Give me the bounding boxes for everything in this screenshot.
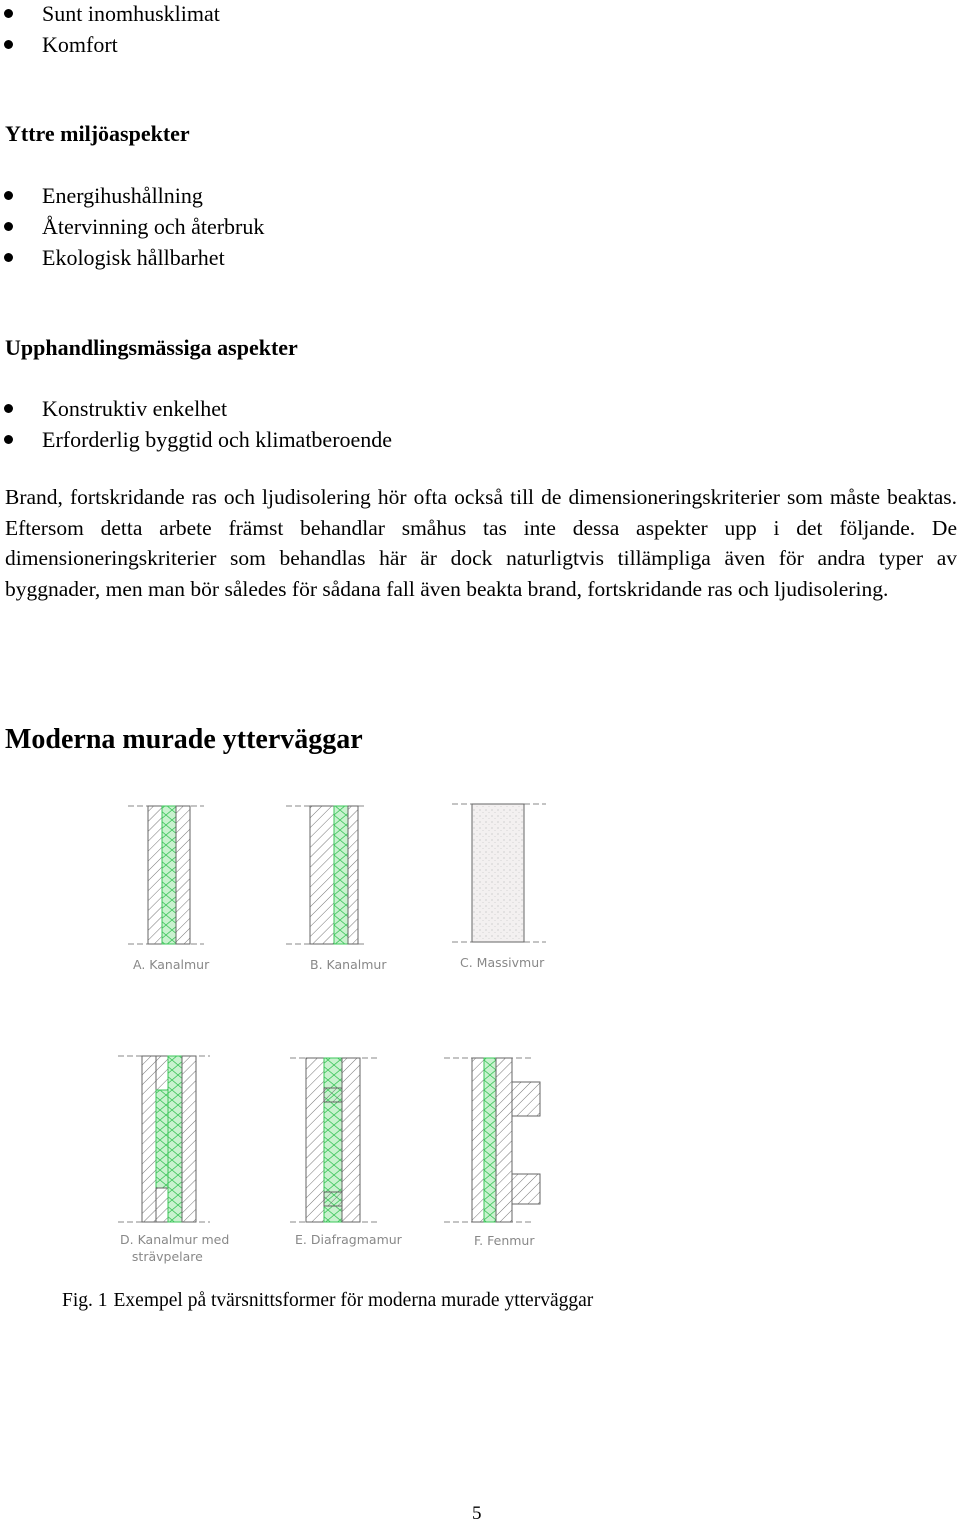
wall-a-kanalmur [128, 806, 204, 944]
figure-label-a: A. Kanalmur [133, 957, 210, 972]
caption-text: Exempel på tvärsnittsformer för moderna murade ytterväggar [113, 1290, 594, 1311]
bullet-icon [4, 435, 13, 444]
body-paragraph: Brand, fortskridande ras och ljudisolering hör ofta också till de dimensioneringskriterier som måste beaktas. Eftersom detta arbete främst behandlar småhus tas inte dessa aspekter upp i det följande. De dimensioneringskriterier som behandlas här är dock naturligtvis tillämpliga även för andra typer av byggnader, men man bör således för sådana fall även beakta brand, fortskridande ras och ljudisolering. [5, 485, 957, 601]
wall-f-fenmur [444, 1058, 540, 1222]
page-number: 5 [472, 1503, 482, 1524]
list-item [0, 424, 392, 455]
wall-b-kanalmur [286, 806, 364, 944]
section-heading: Yttre miljöaspekter [5, 121, 190, 146]
wall-d-kanalmur-stravpelare [118, 1056, 210, 1222]
section-bullet-list [0, 393, 392, 455]
list-item-text: Energihushållning [42, 183, 203, 208]
figure-drawing [100, 790, 570, 1280]
section-heading: Upphandlingsmässiga aspekter [5, 335, 298, 360]
list-item [0, 393, 392, 424]
bullet-icon [4, 40, 13, 49]
wall-cross-section-figure [100, 790, 570, 1280]
bullet-icon [4, 9, 13, 18]
list-item [0, 0, 220, 29]
list-item-text: Återvinning och återbruk [42, 214, 265, 239]
figure-label-e: E. Diafragmamur [295, 1232, 402, 1247]
list-item-text: Sunt inomhusklimat [42, 1, 220, 26]
bullet-icon [4, 222, 13, 231]
figure-label-d: D. Kanalmur med strävpelare [120, 1232, 230, 1264]
intro-bullet-list [0, 0, 220, 60]
list-item-text: Konstruktiv enkelhet [42, 396, 228, 421]
figure-label-f: F. Fenmur [474, 1233, 535, 1248]
figure-caption [62, 1288, 593, 1314]
list-item-text: Erforderlig byggtid och klimatberoende [42, 427, 393, 452]
list-item-text: Ekologisk hållbarhet [42, 245, 225, 270]
list-item [0, 29, 220, 60]
section-bullet-list [0, 180, 264, 273]
figure-label-b: B. Kanalmur [310, 957, 387, 972]
wall-e-diafragmamur [290, 1058, 380, 1222]
list-item-text: Komfort [42, 32, 118, 57]
caption-number: Fig. 1 [62, 1290, 108, 1311]
wall-c-massivmur [452, 804, 546, 942]
list-item [0, 180, 264, 211]
figure-label-c: C. Massivmur [460, 955, 545, 970]
bullet-icon [4, 191, 13, 200]
bullet-icon [4, 404, 13, 413]
list-item [0, 242, 264, 273]
list-item [0, 211, 264, 242]
bullet-icon [4, 253, 13, 262]
section-title: Moderna murade ytterväggar [5, 724, 363, 755]
